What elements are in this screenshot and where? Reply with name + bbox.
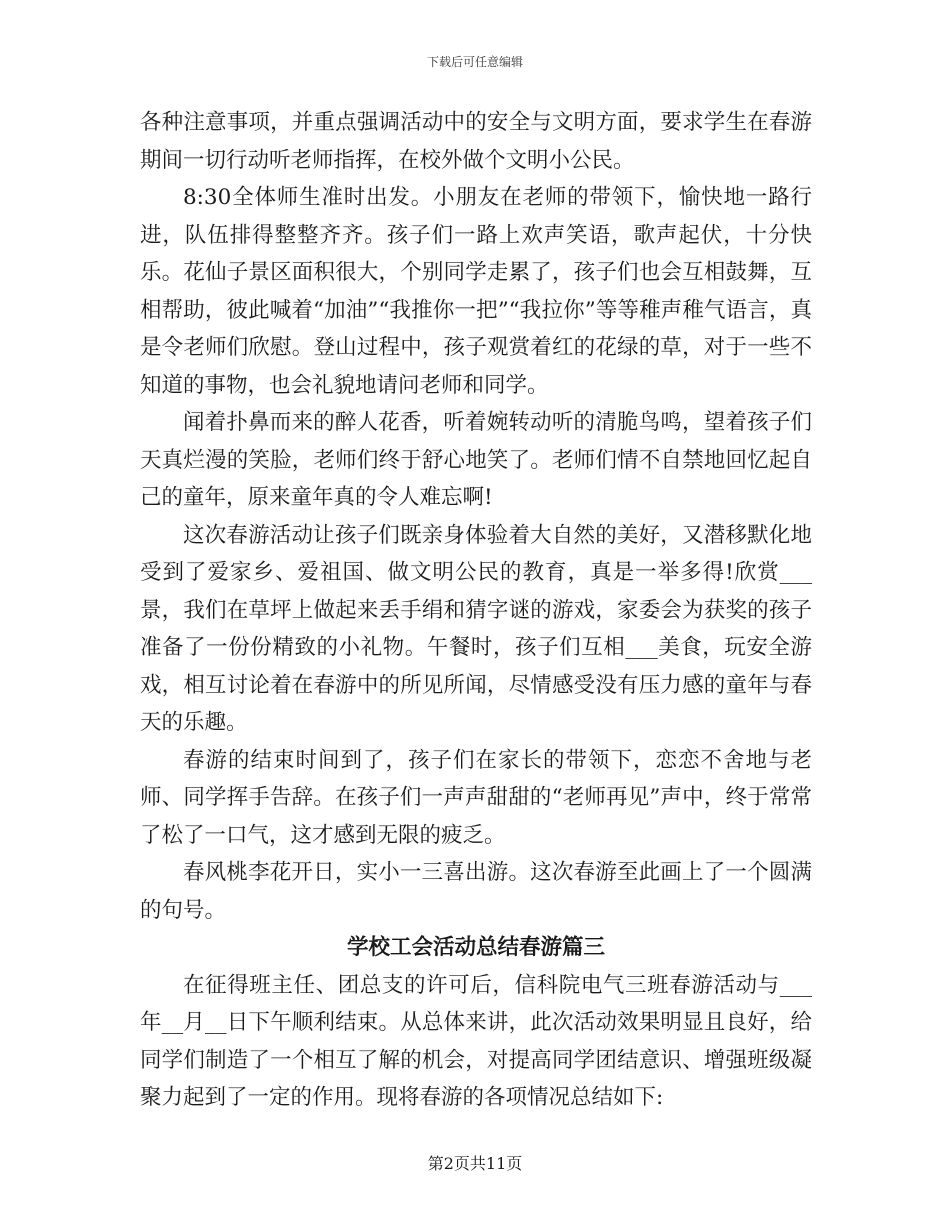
paragraph-1: 各种注意事项，并重点强调活动中的安全与文明方面，要求学生在春游期间一切行动听老师指挥，在校外做个文明小公民。 xyxy=(140,110,812,173)
paragraph-5: 春游的结束时间到了，孩子们在家长的带领下，恋恋不舍地与老师、同学挥手告辞。在孩子们一声声甜甜的“老师再见”声中，终于常常了松了一口气，这才感到无限的疲乏。 xyxy=(140,747,812,848)
section-paragraph: 在征得班主任、团总支的许可后，信科院电气三班春游活动与___年__月__日下午顺利结束。从总体来讲，此次活动效果明显且良好，给同学们制造了一个相互了解的机会，对提高同学团结意识、增强班级凝聚力起到了一定的作用。现将春游的各项情况总结如下: xyxy=(140,972,812,1110)
document-body xyxy=(140,104,812,1117)
page-header: 下载后可任意编辑 xyxy=(426,55,523,69)
paragraph-3: 闻着扑鼻而来的醉人花香，听着婉转动听的清脆鸟鸣，望着孩子们天真烂漫的笑脸，老师们终于舒心地笑了。老师们情不自禁地回忆起自己的童年，原来童年真的令人难忘啊! xyxy=(140,410,812,510)
page-number: 第2页共11页 xyxy=(427,1154,523,1173)
section-title: 学校工会活动总结春游篇三 xyxy=(346,935,605,960)
paragraph-6: 春风桃李花开日，实小一三喜出游。这次春游至此画上了一个圆满的句号。 xyxy=(140,860,812,923)
paragraph-4: 这次春游活动让孩子们既亲身体验着大自然的美好，又潜移默化地受到了爱家乡、爱祖国、做文明公民的教育，真是一举多得!欣赏___景，我们在草坪上做起来丢手绢和猜字谜的游戏，家委会为获奖的孩子准备了一份份精致的小礼物。午餐时，孩子们互相___美食，玩安全游戏，相互讨论着在春游中的所见所闻，尽情感受没有压力感的童年与春天的乐趣。 xyxy=(140,522,812,735)
paragraph-2: 8:30全体师生准时出发。小朋友在老师的带领下，愉快地一路行进，队伍排得整整齐齐。孩子们一路上欢声笑语，歌声起伏，十分快乐。花仙子景区面积很大，个别同学走累了，孩子们也会互相鼓舞，互相帮助，彼此喊着“加油”“我推你一把”“我拉你”等等稚声稚气语言，真是令老师们欣慰。登山过程中，孩子观赏着红的花绿的草，对于一些不知道的事物，也会礼貌地请问老师和同学。 xyxy=(140,185,812,398)
